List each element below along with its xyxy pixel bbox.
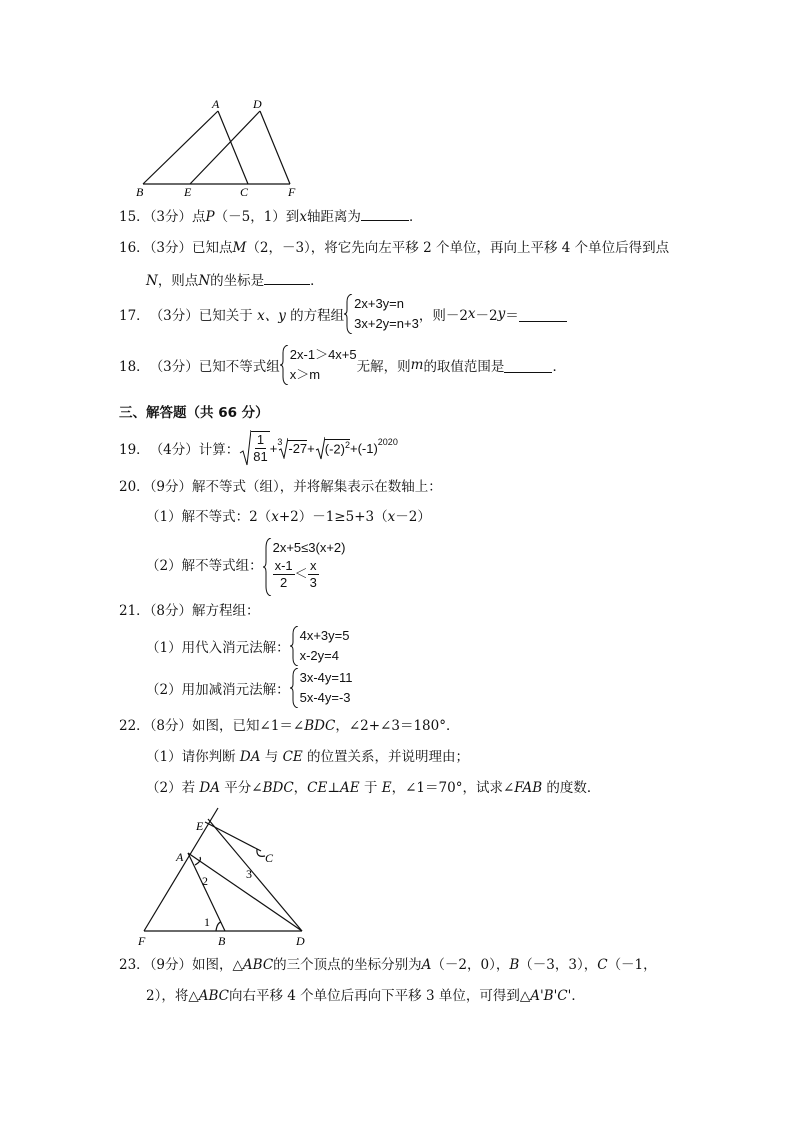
question-22-part1: （1）请你判断 DA 与 CE 的位置关系，并说明理由； [146, 749, 470, 765]
label-E: E [184, 185, 192, 199]
answer-blank-17[interactable] [519, 307, 567, 322]
label-F: F [288, 185, 296, 199]
sqrt-icon [239, 429, 251, 467]
question-22-part2: （2）若 DA 平分∠BDC，CE⊥AE 于 E，∠1＝70°，试求∠FAB 的度数． [146, 780, 601, 796]
label-E2: E [196, 819, 204, 833]
equation-system-21a: 4x+3y=5 x-2y=4 [290, 626, 350, 666]
label-B: B [136, 185, 144, 199]
question-18: 18． （3分） 已知不等式组 2x-1＞4x+5 x＞m 无解，则 m 的取值范围是 ． [119, 345, 566, 385]
figure-triangles [130, 96, 310, 200]
label-B2: B [218, 934, 226, 948]
question-19: 19． （4分） 计算： $\frac{1}{81}$ + $^3$ -27 + $(-2)^2$ +(-1) $^{2020}$ [119, 428, 398, 468]
equation-system-17: 2x+3y=n 3x+2y=n+3 [344, 294, 419, 334]
question-20-part2: （2）解不等式组： 2x+5≤3(x+2) $\frac{x-1}{2}$ ＜ $\frac{x}{3}$ [146, 534, 346, 594]
answer-blank-15[interactable] [361, 206, 409, 221]
label-angle-2: 2 [202, 874, 208, 888]
question-15: 15．（3分）点P（－5，1）到x轴距离为 ． [119, 206, 422, 227]
question-23: 23．（9分）如图，△ABC的三个顶点的坐标分别为A（－2，0），B（－3，3），C（－1， [119, 957, 657, 973]
label-F2: F [138, 934, 146, 948]
question-20: 20．（9分）解不等式（组），并将解集表示在数轴上： [119, 479, 442, 495]
answer-blank-16[interactable] [264, 270, 310, 285]
question-23-line2: 2），将△ABC向右平移 4 个单位后再向下平移 3 单位，可得到△A'B'C'． [146, 988, 585, 1004]
question-20-part1: （1）解不等式：2（x+2）－1≥5+3（x－2） [146, 509, 431, 525]
question-16-line2: N，则点N的坐标是 ． [146, 270, 324, 291]
question-16: 16．（3分）已知点M（2，－3），将它先向左平移 2 个单位，再向上平移 4 个单位后得到点 [119, 240, 670, 256]
label-D2: D [296, 934, 305, 948]
inequality-system-18: 2x-1＞4x+5 x＞m [280, 345, 357, 385]
equation-system-21b: 3x-4y=11 5x-4y=-3 [290, 668, 353, 708]
question-21: 21．（8分）解方程组： [119, 603, 260, 619]
question-21-part1: （1）用代入消元法解： 4x+3y=5 x-2y=4 [146, 625, 349, 667]
label-A2: A [176, 850, 184, 864]
label-angle-1: 1 [204, 915, 210, 929]
figure-angles [132, 805, 317, 950]
label-angle-3: 3 [246, 867, 252, 881]
label-C: C [240, 185, 249, 199]
section-header: 三、解答题（共 66 分） [119, 405, 269, 421]
question-22: 22．（8分）如图，已知∠1＝∠BDC，∠2+∠3＝180°． [119, 718, 460, 734]
inequality-system-20: 2x+5≤3(x+2) $\frac{x-1}{2}$ ＜ $\frac{x}{3}$ [263, 538, 346, 591]
question-17: 17． （3分） 已知关于 x、y 的方程组 2x+3y=n 3x+2y=n+3 ，则－2 x －2 y ＝ [119, 294, 567, 334]
label-D: D [253, 97, 262, 111]
label-C2: C [265, 851, 274, 865]
sqrt-icon-2 [315, 436, 325, 460]
answer-blank-18[interactable] [504, 358, 552, 373]
label-A: A [212, 97, 220, 111]
question-21-part2: （2）用加减消元法解： 3x-4y=11 5x-4y=-3 [146, 667, 352, 709]
expression-19: $\frac{1}{81}$ + $^3$ -27 + $(-2)^2$ +(-1) $^{2020}$ [239, 429, 398, 467]
